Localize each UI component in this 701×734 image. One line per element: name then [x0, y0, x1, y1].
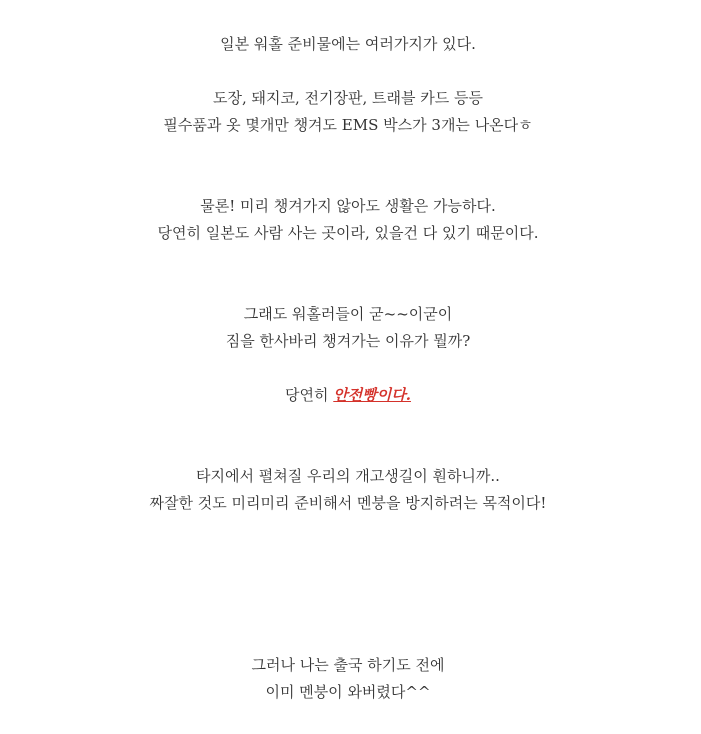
paragraph-intro: 일본 워홀 준비물에는 여러가지가 있다. — [220, 35, 476, 53]
paragraph-question-line1: 그래도 워홀러들이 굳~~이굳이 — [243, 305, 453, 323]
answer-prefix: 당연히 — [285, 386, 334, 404]
answer-emphasis: 안전빵이다. — [333, 386, 411, 404]
paragraph-items-line1: 도장, 돼지코, 전기장판, 트래블 카드 등등 — [213, 89, 483, 107]
paragraph-answer — [0, 382, 696, 409]
paragraph-purpose-line2: 짜잘한 것도 미리미리 준비해서 멘붕을 방지하려는 목적이다! — [149, 494, 547, 512]
paragraph-purpose-line1: 타지에서 펼쳐질 우리의 개고생길이 훤하니까.. — [196, 467, 500, 485]
paragraph-items-line2: 필수품과 옷 몇개만 챙겨도 EMS 박스가 3개는 나온다ㅎ — [163, 116, 533, 134]
paragraph-possible-line2: 당연히 일본도 사람 사는 곳이라, 있을건 다 있기 때문이다. — [157, 224, 539, 242]
paragraph-ending-line2: 이미 멘붕이 와버렸다^^ — [265, 683, 431, 701]
paragraph-ending-line1: 그러나 나는 출국 하기도 전에 — [251, 656, 445, 674]
paragraph-possible-line1: 물론! 미리 챙겨가지 않아도 생활은 가능하다. — [200, 197, 496, 215]
paragraph-question-line2: 짐을 한사바리 챙겨가는 이유가 뭘까? — [225, 332, 471, 350]
